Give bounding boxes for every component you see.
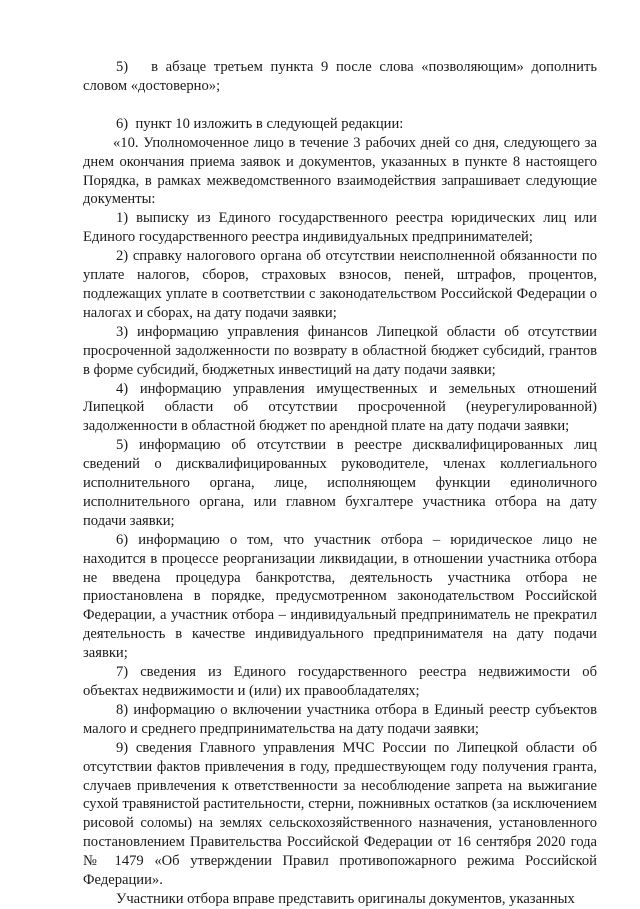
list-item-9: 9) сведения Главного управления МЧС России по Липецкой области об отсутствии фактов привлечения в году, предшествующем году получения гранта, случаев привлечения к ответственности за несоблюдение запрета на выжигание сухой травянистой растительности, стерни, пожнивных остатков (за исключением рисовой соломы) на землях сельскохозяйственного назначения, установленного постановлением Правительства Российской Федерации от 16 сентября 2020 года № 1479 «Об утверждении Правил противопожарного режима Российской Федерации». — [83, 739, 597, 889]
document-page — [83, 58, 597, 909]
list-item-8: 8) информацию о включении участника отбора в Единый реестр субъектов малого и среднего предпринимательства на дату подачи заявки; — [83, 701, 597, 737]
paragraph-amendment-5: 5) в абзаце третьем пункта 9 после слова «позволяющим» дополнить словом «достоверно»; — [83, 59, 597, 94]
paragraph-participants: Участники отбора вправе представить оригиналы документов, указанных — [116, 890, 575, 907]
list-item-6: 6) информацию о том, что участник отбора – юридическое лицо не находится в процессе реорганизации ликвидации, в отношении участника отбора не введена процедура банкротства, деятельность участника отбора не приостановлена в порядке, предусмотренном законодательством Российской Федерации, а участник отбора – индивидуальный предприниматель не прекратил деятельность в качестве индивидуального предпринимателя на дату подачи заявки; — [83, 531, 597, 662]
list-item-5: 5) информацию об отсутствии в реестре дисквалифицированных лиц сведений о дисквалифицированных руководителе, членах коллегиального исполнительного органа, лице, исполняющем функции единоличного исполнительного органа, или главном бухгалтере участника отбора на дату подачи заявки; — [83, 437, 597, 529]
paragraph-amendment-6: 6) пункт 10 изложить в следующей редакции: — [116, 115, 404, 132]
list-item-1: 1) выписку из Единого государственного реестра юридических лиц или Единого государственного реестра индивидуальных предпринимателей; — [83, 210, 597, 246]
list-item-4: 4) информацию управления имущественных и земельных отношений Липецкой области об отсутствии просроченной (неурегулированной) задолженности в областной бюджет по арендной плате на дату подачи заявки; — [83, 380, 597, 435]
list-item-7: 7) сведения из Единого государственного реестра недвижимости об объектах недвижимости и (или) их правообладателях; — [83, 664, 597, 699]
list-item-2: 2) справку налогового органа об отсутствии неисполненной обязанности по уплате налогов, сборов, страховых взносов, пеней, штрафов, процентов, подлежащих уплате в соответствии с законодательством Российской Федерации о налогах и сборах, на дату подачи заявки; — [83, 248, 597, 321]
paragraph-point-10: «10. Уполномоченное лицо в течение 3 рабочих дней со дня, следующего за днем окончания приема заявок и документов, указанных в пункте 8 настоящего Порядка, в рамках межведомственного взаимодействия запрашивает следующие документы: — [83, 134, 597, 208]
list-item-3: 3) информацию управления финансов Липецкой области об отсутствии просроченной задолженности по возврату в областной бюджет субсидий, грантов в форме субсидий, бюджетных инвестиций на дату подачи заявки; — [83, 323, 597, 378]
